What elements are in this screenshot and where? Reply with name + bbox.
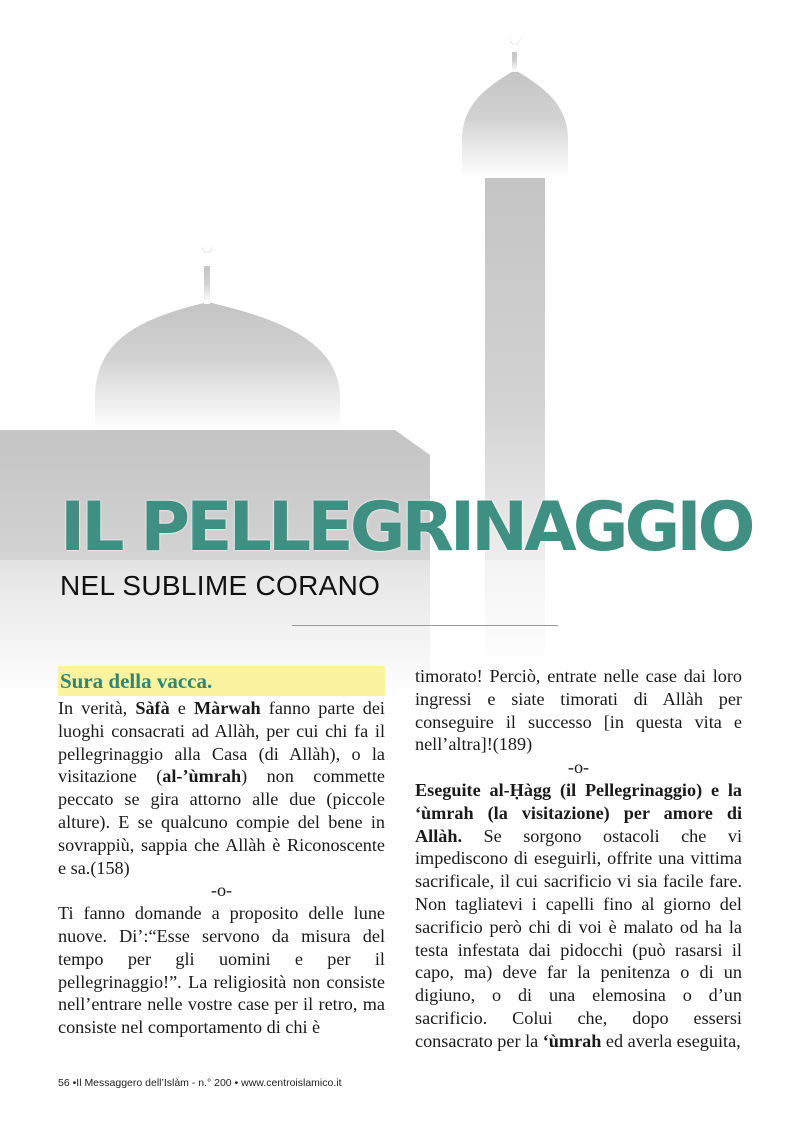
minaret-spire <box>512 52 517 72</box>
page-title: IL PELLEGRINAGGIO <box>60 488 752 567</box>
verse-separator: -o- <box>210 880 233 901</box>
verse-196: Eseguite al-Ḥàgg (il Pellegrinaggio) e la ‘ùmrah (la visitazione) per amore di Allàh. Se sorgono ostacoli che vi impediscono di eseguirli, offrite una vittima sacrificale, il cui sacrificio vi sia facile fare. Non tagliatevi i capelli fino al giorno del sacrificio però chi di voi è malato od ha la testa infestata dai pidocchi (può rasarsi il capo, ma) deve far la penitenza o di un digiuno, o di una elemosina o d’un sacrificio. Colui che, dopo essersi consacrato per la ‘ùmrah ed averla eseguita, <box>415 779 742 1051</box>
main-dome <box>95 302 340 430</box>
verse-158: In verità, Sàfà e Màrwah fanno parte dei luoghi consacrati ad Allàh, per cui chi fa il pellegrinaggio alla Casa (di Allàh), o la visitazione (al-’ùmrah) non commette peccato se gira attorno alle due (piccole alture). E se qualcuno compie del bene in sovrappiù, sappia che Allàh è Riconoscente e sa.(158) <box>58 698 385 878</box>
article-column-right <box>415 665 742 1053</box>
crescent-icon <box>509 38 521 46</box>
page-subtitle: NEL SUBLIME CORANO <box>60 570 381 601</box>
page-footer: 56 •Il Messaggero dell’Islàm - n.° 200 • www.centroislamico.it <box>58 1077 342 1089</box>
dome-spire <box>204 266 210 304</box>
section-heading: Sura della vacca. <box>58 666 385 696</box>
crescent-icon <box>201 246 213 254</box>
minaret-dome <box>462 70 568 178</box>
verse-189-part1: Ti fanno domande a proposito delle lune nuove. Di’:“Esse servono da misura del tempo per gli uomini e per il pellegrinaggio!”. La religiosità non consiste nell’entrare nelle vostre case per il retro, ma consiste nel comportamento di chi è <box>58 903 385 1038</box>
verse-separator: -o- <box>567 757 590 778</box>
verse-189-part2: timorato! Perciò, entrate nelle case dai loro ingressi e siate timorati di Allàh per conseguire il successo [in questa vita e nell’altra]!(189) <box>415 666 742 755</box>
article-column-left <box>58 665 385 1039</box>
title-divider <box>292 625 558 626</box>
